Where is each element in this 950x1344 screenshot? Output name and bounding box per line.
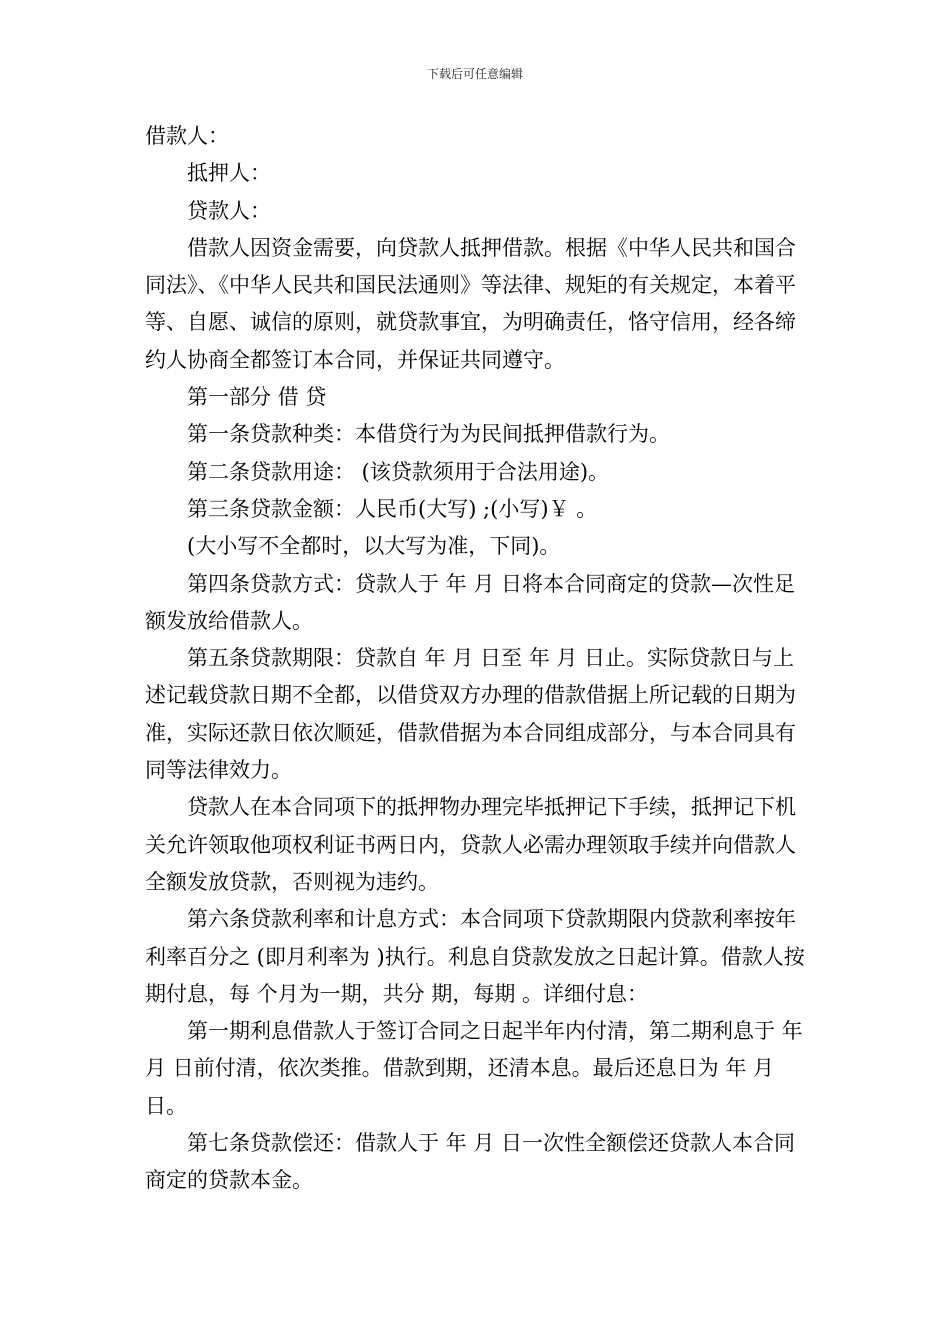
article-1: 第一条贷款种类：本借贷行为为民间抵押借款行为。	[187, 422, 670, 447]
article-3-note: (大小写不全都时，以大写为准，下同)。	[187, 534, 561, 559]
page-header-note: 下载后可任意编辑	[426, 67, 523, 81]
article-6-supplement: 第一期利息借款人于签订合同之日起半年内付清，第二期利息于 年 月 日前付清，依次类推。借款到期，还清本息。最后还息日为 年 月 日。	[145, 1019, 803, 1118]
article-7: 第七条贷款偿还：借款人于 年 月 日一次性全额偿还贷款人本合同商定的贷款本金。	[145, 1131, 796, 1193]
article-5: 第五条贷款期限：贷款自 年 月 日至 年 月 日止。实际贷款日与上述记载贷款日期不全都，以借贷双方办理的借款借据上所记载的日期为准，实际还款日依次顺延，借款借据为本合同组成部分，与本合同具有同等法律效力。	[145, 646, 796, 783]
article-2: 第二条贷款用途： (该贷款须用于合法用途)。	[187, 459, 610, 484]
lender-line: 贷款人：	[187, 198, 271, 223]
article-6: 第六条贷款利率和计息方式：本合同项下贷款期限内贷款利率按年利率百分之 (即月利率为 )执行。利息自贷款发放之日起计算。借款人按期付息，每 个月为一期，共分 期，每期 。详细付息：	[145, 907, 805, 1006]
article-4: 第四条贷款方式：贷款人于 年 月 日将本合同商定的贷款—次性足额发放给借款人。	[145, 571, 796, 633]
document-body	[145, 118, 807, 1200]
section-heading: 第一部分 借 贷	[187, 385, 327, 410]
borrower-line: 借款人：	[145, 124, 229, 148]
preamble-paragraph: 借款人因资金需要，向贷款人抵押借款。根据《中华人民共和国合同法》、《中华人民共和国民法通则》等法律、规矩的有关规定，本着平等、自愿、诚信的原则，就贷款事宜，为明确责任，恪守信用，经各缔约人协商全都签订本合同，并保证共同遵守。	[145, 235, 796, 372]
mortgagor-line: 抵押人：	[187, 161, 271, 186]
article-5-supplement: 贷款人在本合同项下的抵押物办理完毕抵押记下手续，抵押记下机关允许领取他项权利证书两日内，贷款人必需办理领取手续并向借款人全额发放贷款，否则视为违约。	[145, 795, 796, 894]
article-3: 第三条贷款金额：人民币(大写) ;(小写)￥ 。	[187, 496, 598, 521]
